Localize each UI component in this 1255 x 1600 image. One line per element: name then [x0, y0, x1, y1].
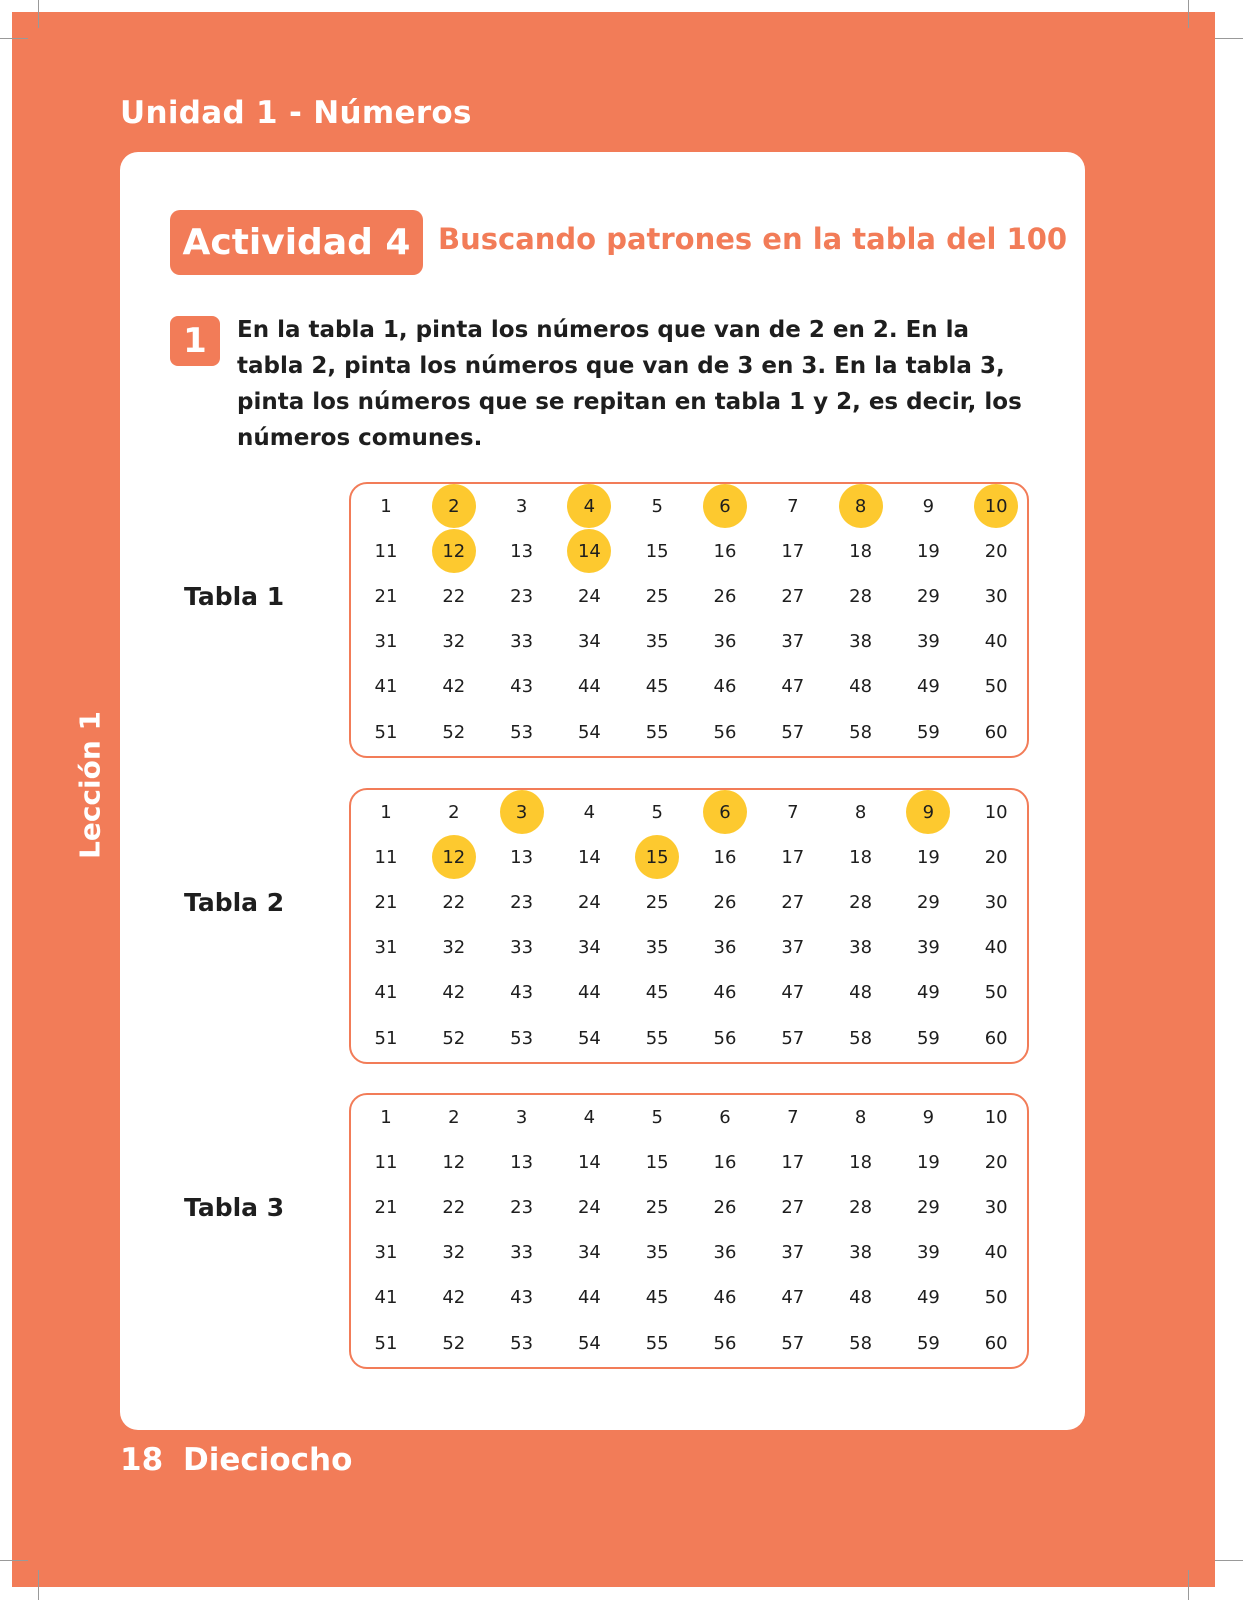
grid-number-cell[interactable]: 2	[448, 801, 460, 823]
grid-number-cell[interactable]: 52	[442, 1332, 466, 1354]
grid-number-cell[interactable]: 5	[651, 801, 663, 823]
grid-number-cell[interactable]: 60	[984, 1027, 1008, 1049]
grid-number-cell[interactable]: 44	[577, 1287, 601, 1309]
grid-number-cell[interactable]: 53	[510, 1332, 534, 1354]
grid-number-cell[interactable]: 22	[442, 585, 466, 607]
grid-number-cell[interactable]: 46	[713, 1287, 737, 1309]
grid-number-cell[interactable]: 32	[442, 631, 466, 653]
grid-number-cell[interactable]: 1	[380, 1106, 392, 1128]
number-grid-2	[349, 788, 1029, 1064]
grid-number-cell[interactable]: 5	[651, 495, 663, 517]
grid-number-cell[interactable]: 8	[839, 484, 883, 528]
grid-number-cell[interactable]: 50	[984, 982, 1008, 1004]
grid-number-cell[interactable]: 43	[510, 982, 534, 1004]
grid-number-cell[interactable]: 51	[374, 1027, 398, 1049]
grid-number-cell[interactable]: 27	[781, 585, 805, 607]
grid-number-cell[interactable]: 26	[713, 891, 737, 913]
grid-number-cell[interactable]: 37	[781, 631, 805, 653]
grid-number-cell[interactable]: 13	[510, 846, 534, 868]
grid-number-cell[interactable]: 40	[984, 631, 1008, 653]
grid-number-cell[interactable]: 3	[500, 790, 544, 834]
table-label-3: Tabla 3	[184, 1193, 285, 1222]
grid-number-cell[interactable]: 7	[787, 495, 799, 517]
grid-number-cell[interactable]: 42	[442, 982, 466, 1004]
grid-number-cell[interactable]: 38	[849, 937, 873, 959]
grid-number-cell[interactable]: 20	[984, 1151, 1008, 1173]
grid-number-cell[interactable]: 29	[916, 585, 940, 607]
grid-number-cell[interactable]: 43	[510, 1287, 534, 1309]
grid-number-cell[interactable]: 4	[567, 484, 611, 528]
grid-number-cell[interactable]: 57	[781, 721, 805, 743]
grid-number-cell[interactable]: 25	[645, 1196, 669, 1218]
grid-number-cell[interactable]: 33	[510, 1242, 534, 1264]
grid-number-cell[interactable]: 57	[781, 1332, 805, 1354]
grid-number-cell[interactable]: 41	[374, 982, 398, 1004]
grid-number-cell[interactable]: 30	[984, 585, 1008, 607]
grid-number-cell[interactable]: 2	[448, 1106, 460, 1128]
grid-number-cell[interactable]: 24	[577, 1196, 601, 1218]
page-number: 18	[120, 1442, 164, 1478]
activity-badge: Actividad 4	[170, 210, 423, 275]
grid-number-cell[interactable]: 15	[645, 1151, 669, 1173]
grid-number-cell[interactable]: 23	[510, 1196, 534, 1218]
grid-number-cell[interactable]: 38	[849, 1242, 873, 1264]
grid-number-cell[interactable]: 37	[781, 937, 805, 959]
grid-number-cell[interactable]: 41	[374, 1287, 398, 1309]
grid-number-cell[interactable]: 50	[984, 676, 1008, 698]
grid-number-cell[interactable]: 6	[703, 484, 747, 528]
grid-number-cell[interactable]: 58	[849, 1332, 873, 1354]
grid-number-cell[interactable]: 54	[577, 1027, 601, 1049]
grid-number-cell[interactable]: 14	[567, 529, 611, 573]
grid-number-cell[interactable]: 55	[645, 1027, 669, 1049]
grid-number-cell[interactable]: 56	[713, 721, 737, 743]
grid-number-cell[interactable]: 5	[651, 1106, 663, 1128]
grid-number-cell[interactable]: 44	[577, 982, 601, 1004]
grid-number-cell[interactable]: 53	[510, 1027, 534, 1049]
grid-number-cell[interactable]: 51	[374, 721, 398, 743]
grid-number-cell[interactable]: 4	[583, 801, 596, 823]
grid-number-cell[interactable]: 15	[645, 540, 669, 562]
grid-number-cell[interactable]: 30	[984, 891, 1008, 913]
grid-number-cell[interactable]: 16	[713, 846, 737, 868]
grid-number-cell[interactable]: 59	[916, 1027, 940, 1049]
grid-number-cell[interactable]: 37	[781, 1242, 805, 1264]
grid-number-cell[interactable]: 11	[374, 1151, 398, 1173]
number-grid-3	[349, 1093, 1029, 1369]
grid-number-cell[interactable]: 47	[781, 1287, 805, 1309]
grid-number-cell[interactable]: 6	[719, 1106, 731, 1128]
grid-number-cell[interactable]: 23	[510, 585, 534, 607]
grid-number-cell[interactable]: 57	[781, 1027, 805, 1049]
grid-number-cell[interactable]: 28	[849, 891, 873, 913]
grid-number-cell[interactable]: 13	[510, 540, 534, 562]
grid-number-cell[interactable]: 18	[849, 846, 873, 868]
grid-number-cell[interactable]: 59	[916, 1332, 940, 1354]
activity-title: Buscando patrones en la tabla del 100	[438, 222, 1068, 256]
grid-number-cell[interactable]: 19	[916, 846, 940, 868]
grid-number-cell[interactable]: 38	[849, 631, 873, 653]
grid-number-cell[interactable]: 39	[916, 937, 940, 959]
grid-number-cell[interactable]: 55	[645, 721, 669, 743]
grid-number-cell[interactable]: 31	[374, 937, 398, 959]
grid-number-cell[interactable]: 13	[510, 1151, 534, 1173]
grid-number-cell[interactable]: 34	[577, 631, 601, 653]
grid-number-cell[interactable]: 3	[515, 495, 528, 517]
grid-number-cell[interactable]: 2	[432, 484, 476, 528]
grid-number-cell[interactable]: 39	[916, 631, 940, 653]
grid-number-cell[interactable]: 1	[380, 495, 392, 517]
grid-number-cell[interactable]: 26	[713, 585, 737, 607]
grid-number-cell[interactable]: 22	[442, 1196, 466, 1218]
crop-mark	[1188, 1570, 1189, 1600]
grid-number-cell[interactable]: 45	[645, 1287, 669, 1309]
grid-number-cell[interactable]: 8	[854, 1106, 867, 1128]
grid-number-cell[interactable]: 34	[577, 937, 601, 959]
grid-number-cell[interactable]: 40	[984, 937, 1008, 959]
grid-number-cell[interactable]: 32	[442, 1242, 466, 1264]
grid-number-cell[interactable]: 14	[577, 1151, 601, 1173]
grid-number-cell[interactable]: 47	[781, 982, 805, 1004]
grid-number-cell[interactable]: 36	[713, 631, 737, 653]
grid-number-cell[interactable]: 28	[849, 1196, 873, 1218]
grid-number-cell[interactable]: 21	[374, 585, 398, 607]
grid-number-cell[interactable]: 45	[645, 982, 669, 1004]
grid-number-cell[interactable]: 23	[510, 891, 534, 913]
grid-number-cell[interactable]: 49	[916, 982, 940, 1004]
grid-number-cell[interactable]: 21	[374, 891, 398, 913]
grid-number-cell[interactable]: 41	[374, 676, 398, 698]
grid-number-cell[interactable]: 50	[984, 1287, 1008, 1309]
grid-number-cell[interactable]: 17	[781, 1151, 805, 1173]
activity-card	[120, 152, 1085, 1430]
grid-number-cell[interactable]: 20	[984, 540, 1008, 562]
grid-number-cell[interactable]: 22	[442, 891, 466, 913]
grid-number-cell[interactable]: 56	[713, 1332, 737, 1354]
grid-number-cell[interactable]: 12	[442, 1151, 466, 1173]
grid-number-cell[interactable]: 59	[916, 721, 940, 743]
grid-number-cell[interactable]: 9	[906, 790, 950, 834]
grid-number-cell[interactable]: 8	[854, 801, 867, 823]
grid-number-cell[interactable]: 14	[577, 846, 601, 868]
grid-number-cell[interactable]: 60	[984, 721, 1008, 743]
grid-number-cell[interactable]: 25	[645, 585, 669, 607]
grid-number-cell[interactable]: 24	[577, 585, 601, 607]
grid-number-cell[interactable]: 18	[849, 1151, 873, 1173]
grid-number-cell[interactable]: 39	[916, 1242, 940, 1264]
grid-number-cell[interactable]: 47	[781, 676, 805, 698]
grid-number-cell[interactable]: 7	[787, 1106, 799, 1128]
grid-number-cell[interactable]: 11	[374, 540, 398, 562]
grid-number-cell[interactable]: 7	[787, 801, 799, 823]
grid-number-cell[interactable]: 54	[577, 1332, 601, 1354]
grid-number-cell[interactable]: 17	[781, 540, 805, 562]
grid-number-cell[interactable]: 40	[984, 1242, 1008, 1264]
grid-number-cell[interactable]: 29	[916, 1196, 940, 1218]
grid-number-cell[interactable]: 36	[713, 1242, 737, 1264]
grid-number-cell[interactable]: 42	[442, 1287, 466, 1309]
crop-mark	[0, 38, 28, 39]
grid-number-cell[interactable]: 9	[922, 495, 935, 517]
grid-number-cell[interactable]: 29	[916, 891, 940, 913]
lesson-side-tab: Lección 1	[73, 710, 107, 860]
grid-number-cell[interactable]: 45	[645, 676, 669, 698]
table-label-2: Tabla 2	[184, 888, 285, 917]
grid-number-cell[interactable]: 27	[781, 891, 805, 913]
grid-number-cell[interactable]: 25	[645, 891, 669, 913]
grid-number-cell[interactable]: 3	[515, 1106, 528, 1128]
grid-number-cell[interactable]: 33	[510, 937, 534, 959]
grid-number-cell[interactable]: 33	[510, 631, 534, 653]
grid-number-cell[interactable]: 21	[374, 1196, 398, 1218]
grid-number-cell[interactable]: 60	[984, 1332, 1008, 1354]
grid-number-cell[interactable]: 49	[916, 676, 940, 698]
grid-number-cell[interactable]: 10	[984, 801, 1008, 823]
crop-mark	[1215, 38, 1243, 39]
grid-number-cell[interactable]: 20	[984, 846, 1008, 868]
grid-number-cell[interactable]: 58	[849, 1027, 873, 1049]
grid-number-cell[interactable]: 18	[849, 540, 873, 562]
grid-number-cell[interactable]: 54	[577, 721, 601, 743]
grid-number-cell[interactable]: 9	[922, 1106, 935, 1128]
grid-number-cell[interactable]: 32	[442, 937, 466, 959]
crop-mark	[38, 1570, 39, 1600]
grid-number-cell[interactable]: 53	[510, 721, 534, 743]
grid-number-cell[interactable]: 11	[374, 846, 398, 868]
grid-number-cell[interactable]: 28	[849, 585, 873, 607]
grid-number-cell[interactable]: 58	[849, 721, 873, 743]
grid-number-cell[interactable]: 4	[583, 1106, 596, 1128]
grid-number-cell[interactable]: 46	[713, 676, 737, 698]
grid-number-cell[interactable]: 6	[703, 790, 747, 834]
grid-number-cell[interactable]: 16	[713, 1151, 737, 1173]
grid-number-cell[interactable]: 19	[916, 540, 940, 562]
crop-mark	[38, 0, 39, 28]
crop-mark	[1188, 0, 1189, 28]
grid-number-cell[interactable]: 46	[713, 982, 737, 1004]
grid-number-cell[interactable]: 48	[849, 982, 873, 1004]
grid-number-cell[interactable]: 10	[984, 1106, 1008, 1128]
grid-number-cell[interactable]: 16	[713, 540, 737, 562]
grid-number-cell[interactable]: 31	[374, 631, 398, 653]
grid-number-cell[interactable]: 44	[577, 676, 601, 698]
grid-number-cell[interactable]: 31	[374, 1242, 398, 1264]
crop-mark	[0, 1560, 28, 1561]
unit-title: Unidad 1 - Números	[120, 95, 472, 131]
grid-number-cell[interactable]: 12	[432, 835, 476, 879]
question-text: En la tabla 1, pinta los números que van de 2 en 2. En la tabla 2, pinta los números que van de 3 en 3. En la tabla 3, pinta los números que se repitan en tabla 1 y 2, es decir, los números comunes.	[237, 317, 1022, 451]
grid-number-cell[interactable]: 15	[635, 835, 679, 879]
grid-number-cell[interactable]: 34	[577, 1242, 601, 1264]
grid-number-cell[interactable]: 42	[442, 676, 466, 698]
grid-number-cell[interactable]: 26	[713, 1196, 737, 1218]
grid-number-cell[interactable]: 27	[781, 1196, 805, 1218]
grid-number-cell[interactable]: 10	[974, 484, 1018, 528]
grid-number-cell[interactable]: 55	[645, 1332, 669, 1354]
grid-number-cell[interactable]: 52	[442, 1027, 466, 1049]
grid-number-cell[interactable]: 52	[442, 721, 466, 743]
grid-number-cell[interactable]: 49	[916, 1287, 940, 1309]
grid-number-cell[interactable]: 35	[645, 631, 669, 653]
question-number-badge: 1	[170, 316, 220, 366]
grid-number-cell[interactable]: 48	[849, 1287, 873, 1309]
crop-mark	[1215, 1560, 1243, 1561]
grid-number-cell[interactable]: 24	[577, 891, 601, 913]
grid-number-cell[interactable]: 51	[374, 1332, 398, 1354]
number-grid-1	[349, 482, 1029, 758]
grid-number-cell[interactable]: 36	[713, 937, 737, 959]
grid-number-cell[interactable]: 19	[916, 1151, 940, 1173]
table-label-1: Tabla 1	[184, 582, 285, 611]
page-number-word: Dieciocho	[183, 1442, 353, 1478]
grid-number-cell[interactable]: 56	[713, 1027, 737, 1049]
grid-number-cell[interactable]: 43	[510, 676, 534, 698]
grid-number-cell[interactable]: 48	[849, 676, 873, 698]
grid-number-cell[interactable]: 35	[645, 1242, 669, 1264]
grid-number-cell[interactable]: 35	[645, 937, 669, 959]
grid-number-cell[interactable]: 30	[984, 1196, 1008, 1218]
grid-number-cell[interactable]: 12	[432, 529, 476, 573]
grid-number-cell[interactable]: 17	[781, 846, 805, 868]
grid-number-cell[interactable]: 1	[380, 801, 392, 823]
